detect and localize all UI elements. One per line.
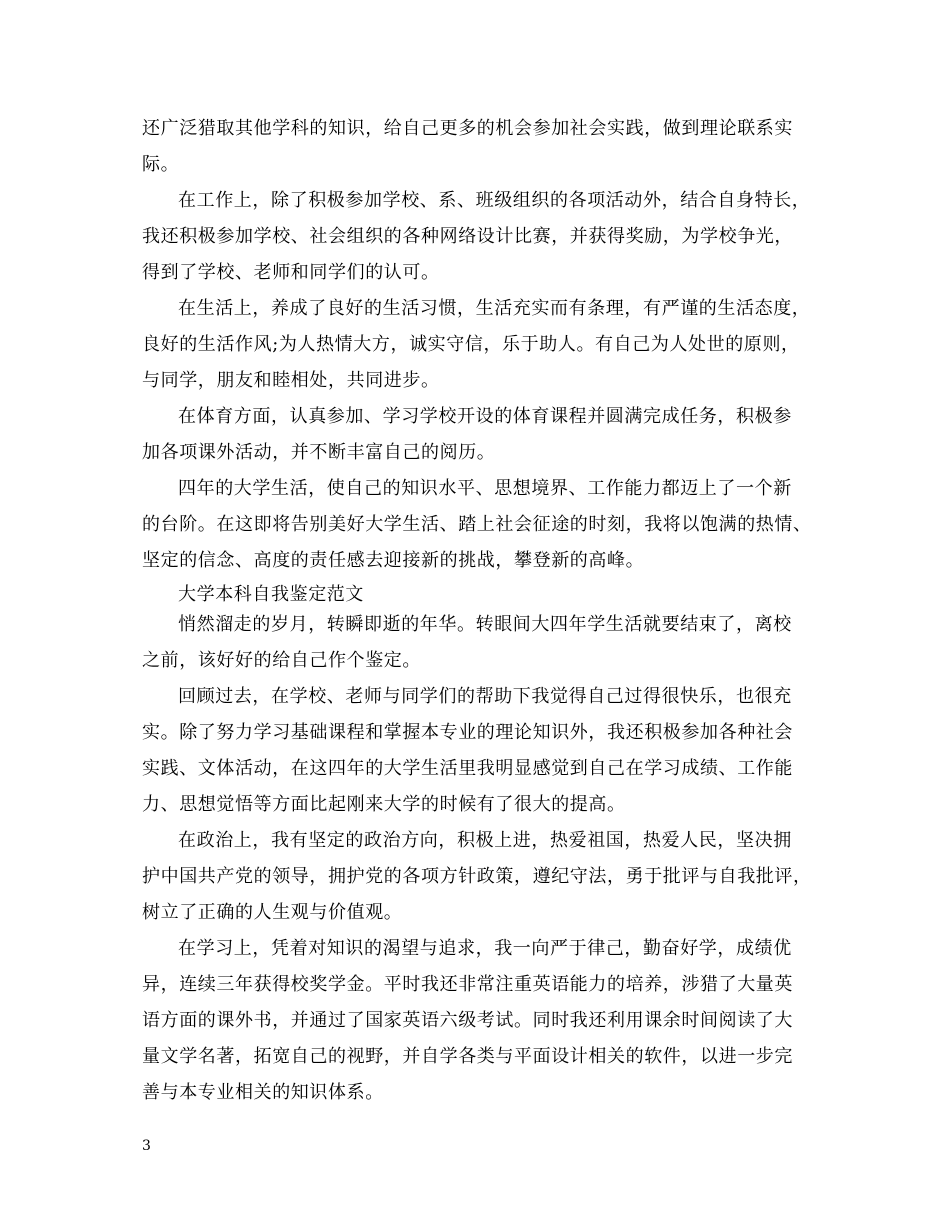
text-line: 在工作上，除了积极参加学校、系、班级组织的各项活动外，结合自身特长， xyxy=(178,190,811,211)
text-line: 悄然溜走的岁月，转瞬即逝的年华。转眼间大四年学生活就要结束了，离校 xyxy=(178,614,792,635)
text-line: 之前，该好好的给自己作个鉴定。 xyxy=(142,650,421,671)
text-line: 护中国共产党的领导，拥护党的各项方针政策，遵纪守法，勇于批评与自我批评， xyxy=(142,866,812,887)
text-line: 与同学，朋友和睦相处，共同进步。 xyxy=(142,370,440,391)
text-line: 还广泛猎取其他学科的知识，给自己更多的机会参加社会实践，做到理论联系实 xyxy=(142,118,793,139)
text-line: 四年的大学生活，使自己的知识水平、思想境界、工作能力都迈上了一个新 xyxy=(178,478,792,499)
text-line: 良好的生活作风;为人热情大方，诚实守信，乐于助人。有自己为人处世的原则， xyxy=(142,334,800,355)
text-line: 回顾过去，在学校、老师与同学们的帮助下我觉得自己过得很快乐，也很充 xyxy=(178,686,792,707)
section-heading: 大学本科自我鉴定范文 xyxy=(178,584,364,605)
text-line: 在生活上，养成了良好的生活习惯，生活充实而有条理，有严谨的生活态度， xyxy=(178,298,811,319)
text-line: 量文学名著，拓宽自己的视野，并自学各类与平面设计相关的软件，以进一步完 xyxy=(142,1046,793,1067)
text-line: 得到了学校、老师和同学们的认可。 xyxy=(142,262,440,283)
text-line: 在政治上，我有坚定的政治方向，积极上进，热爱祖国，热爱人民，坚决拥 xyxy=(178,830,792,851)
text-line: 语方面的课外书，并通过了国家英语六级考试。同时我还利用课余时间阅读了大 xyxy=(142,1010,793,1031)
text-line: 善与本专业相关的知识体系。 xyxy=(142,1082,384,1103)
text-line: 实践、文体活动，在这四年的大学生活里我明显感觉到自己在学习成绩、工作能 xyxy=(142,758,793,779)
page-number: 3 xyxy=(142,1138,151,1154)
text-line: 在学习上，凭着对知识的渴望与追求，我一向严于律己，勤奋好学，成绩优 xyxy=(178,938,792,959)
text-line: 际。 xyxy=(142,154,180,175)
text-line: 在体育方面，认真参加、学习学校开设的体育课程并圆满完成任务，积极参 xyxy=(178,406,792,427)
text-line: 树立了正确的人生观与价值观。 xyxy=(142,902,403,923)
text-line: 实。除了努力学习基础课程和掌握本专业的理论知识外，我还积极参加各种社会 xyxy=(142,722,793,743)
text-line: 异，连续三年获得校奖学金。平时我还非常注重英语能力的培养，涉猎了大量英 xyxy=(142,974,793,995)
text-line: 我还积极参加学校、社会组织的各种网络设计比赛，并获得奖励，为学校争光， xyxy=(142,226,793,247)
text-line: 加各项课外活动，并不断丰富自己的阅历。 xyxy=(142,442,496,463)
text-line: 坚定的信念、高度的责任感去迎接新的挑战，攀登新的高峰。 xyxy=(142,550,645,571)
text-line: 的台阶。在这即将告别美好大学生活、踏上社会征途的时刻，我将以饱满的热情、 xyxy=(142,514,812,535)
text-line: 力、思想觉悟等方面比起刚来大学的时候有了很大的提高。 xyxy=(142,794,626,815)
